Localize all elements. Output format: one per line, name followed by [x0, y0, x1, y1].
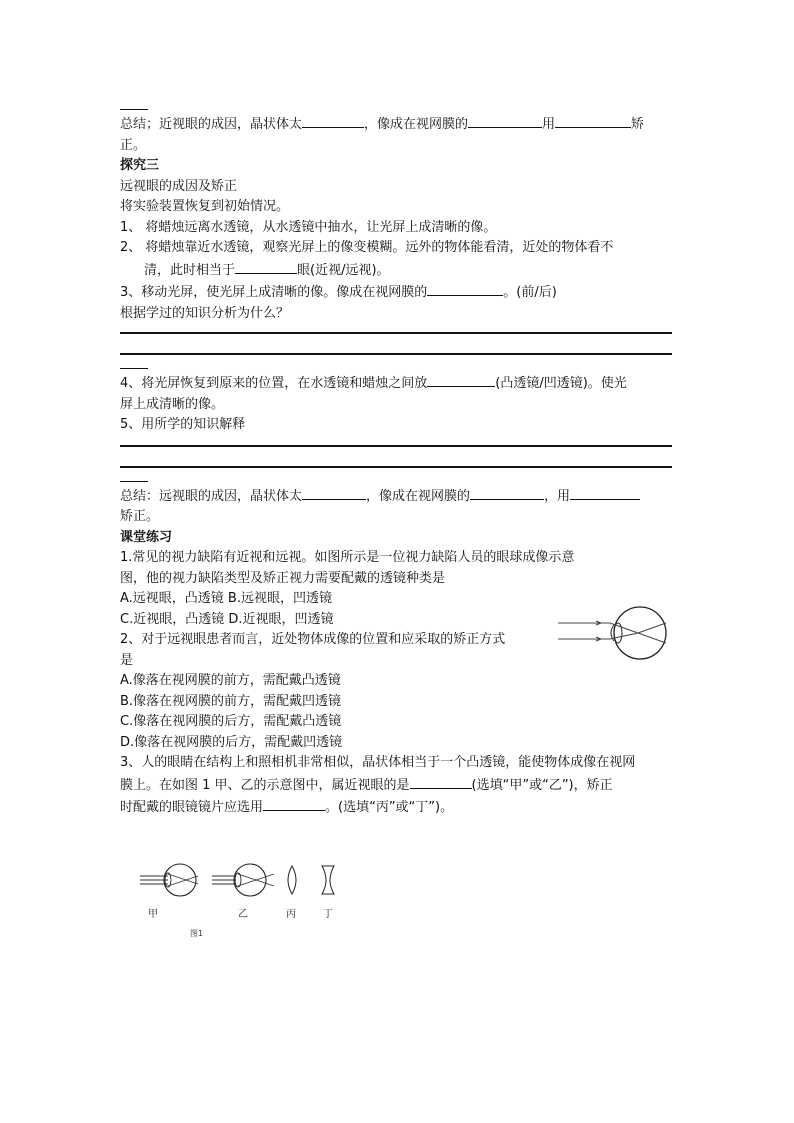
answer-blank[interactable]	[263, 796, 325, 811]
summary-text: 矫	[631, 117, 645, 132]
section-title: 远视眼的成因及矫正	[120, 178, 238, 194]
summary-line-2: 正。	[120, 137, 147, 153]
figure-label-yi: 乙	[238, 909, 248, 920]
step-text: 4、将光屏恢复到原来的位置，在水透镜和蜡烛之间放	[120, 376, 428, 391]
question-3-cont2	[120, 796, 675, 819]
answer-blank[interactable]	[468, 113, 542, 128]
figure-label-jia: 甲	[148, 909, 158, 920]
summary-text: ，像成在视网膜的	[364, 117, 469, 132]
step-4	[120, 372, 675, 395]
figure-label-bing: 丙	[286, 909, 296, 920]
section-heading: 探究三	[120, 158, 160, 173]
question-2-option-b: B.像落在视网膜的前方，需配戴凹透镜	[120, 693, 342, 709]
step-text: 3、移动光屏，使光屏上成清晰的像。像成在视网膜的	[120, 285, 428, 300]
figure-label-ding: 丁	[323, 909, 333, 920]
answer-blank[interactable]	[302, 113, 364, 128]
question-2-cont: 是	[120, 652, 134, 668]
question-1-cont: 图，他的视力缺陷类型及矫正视力需要配戴的透镜种类是	[120, 570, 446, 586]
step-5: 5、用所学的知识解释	[120, 417, 246, 432]
figure-caption: 图1	[190, 929, 204, 938]
question-text: (选填“甲”或“乙”)，矫正	[471, 777, 613, 793]
summary-text: 总结；近视眼的成因，晶状体太	[120, 117, 303, 132]
question-prompt: 根据学过的知识分析为什么？	[120, 305, 290, 321]
concave-lens-ding	[322, 866, 334, 920]
figure-1	[140, 862, 350, 942]
eye-yi-diagram	[212, 864, 274, 920]
step-text: (凸透镜/凹透镜)。使光	[495, 376, 627, 391]
instruction-text: 将实验装置恢复到初始情况。	[120, 199, 290, 214]
question-2-option-d: D.像落在视网膜的后方，需配戴凹透镜	[120, 734, 343, 750]
summary-text: ，用	[544, 488, 571, 504]
step-text: 。(前/后)	[503, 285, 557, 300]
summary-text: 用	[542, 117, 556, 132]
answer-blank[interactable]	[470, 485, 544, 500]
answer-blank[interactable]	[427, 372, 495, 387]
practice-heading: 课堂练习	[120, 529, 173, 545]
eye-jia-diagram	[140, 864, 198, 920]
step-text: 眼(近视/远视)。	[297, 262, 390, 278]
step-2: 2、 将蜡烛靠近水透镜，观察光屏上的像变模糊。远外的物体能看清，近处的物体看不	[120, 240, 614, 255]
step-text: 清，此时相当于	[144, 262, 236, 278]
answer-blank[interactable]	[410, 774, 472, 789]
question-2: 2、对于远视眼患者而言，近处物体成像的位置和应采取的矫正方式	[120, 632, 506, 647]
eye-diagram	[556, 603, 670, 665]
step-1: 1、 将蜡烛远离水透镜，从水透镜中抽水，让光屏上成清晰的像。	[120, 219, 497, 235]
question-text: 时配戴的眼镜镜片应选用	[120, 800, 264, 815]
answer-blank[interactable]	[302, 485, 366, 500]
answer-blank[interactable]	[555, 113, 631, 128]
question-2-option-c: C.像落在视网膜的后方，需配戴凸透镜	[120, 714, 342, 729]
question-1: 1.常见的视力缺陷有近视和远视。如图所示是一位视力缺陷人员的眼球成像示意	[120, 550, 575, 565]
question-3-cont	[120, 774, 675, 797]
short-rule	[120, 472, 148, 482]
question-text: 膜上。在如图 1 甲、乙的示意图中，属近视眼的是	[120, 777, 410, 793]
short-rule	[120, 359, 148, 369]
summary-line-1	[120, 113, 675, 136]
convex-lens-bing	[286, 866, 296, 920]
question-3: 3、人的眼睛在结构上和照相机非常相似，晶状体相当于一个凸透镜，能使物体成像在视网	[120, 755, 636, 770]
summary-text: ，像成在视网膜的	[366, 488, 471, 504]
summary-text: 总结：远视眼的成因，晶状体太	[120, 488, 303, 504]
answer-blank[interactable]	[427, 281, 503, 296]
question-text: 。(选填“丙”或“丁”)。	[325, 800, 454, 815]
short-rule	[120, 100, 148, 110]
question-2-option-a: A.像落在视网膜的前方，需配戴凸透镜	[120, 673, 341, 688]
summary2-line-2: 矫正。	[120, 509, 160, 524]
summary2-line-1	[120, 485, 675, 508]
step-2-cont	[120, 259, 675, 282]
answer-blank[interactable]	[235, 259, 297, 274]
question-1-options-cd: C.近视眼，凸透镜 D.近视眼，凹透镜	[120, 611, 334, 627]
answer-blank[interactable]	[570, 485, 640, 500]
worksheet-page	[120, 100, 675, 819]
question-1-options-ab: A.远视眼，凸透镜 B.远视眼，凹透镜	[120, 591, 332, 606]
step-4-cont: 屏上成清晰的像。	[120, 396, 225, 412]
step-3	[120, 281, 675, 304]
